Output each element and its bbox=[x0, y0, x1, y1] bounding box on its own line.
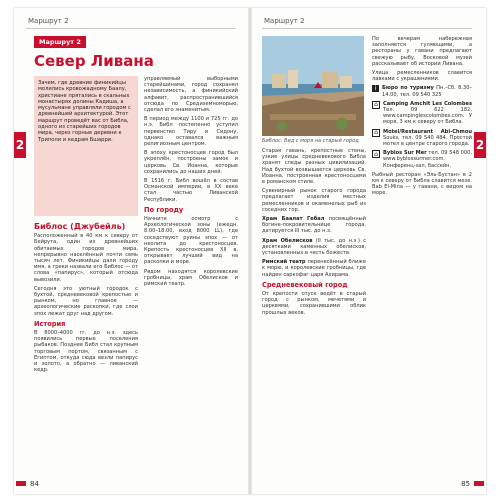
right-column-1 bbox=[262, 148, 366, 319]
place-name: Храм Обелисков bbox=[262, 237, 313, 244]
paragraph: Старая гавань, крепостные стены, узкие улицы средневекового Библа хранят следы разных цивилизаций. Над бухтой возвышается церковь Св. Иоанна, построенная крестоносцами в романском стиле. bbox=[262, 148, 366, 186]
paragraph: управляемый выборными старейшинами, город сохранял независимость, а финикийский алфавит, распространившийся отсюда по Средиземноморью, сделал его знаменитым. bbox=[144, 76, 238, 114]
section-heading: История bbox=[34, 319, 66, 328]
place-text: перенесённый ближе к морю, и королевские гробницы, где найден саркофаг царя Ахирама. bbox=[262, 259, 366, 278]
right-page bbox=[250, 8, 486, 494]
paragraph: Улица ремесленников славится лавками с украшениями. bbox=[372, 70, 472, 83]
info-entry bbox=[372, 150, 472, 169]
info-entry bbox=[372, 101, 472, 126]
place-name: Римский театр bbox=[262, 259, 306, 266]
info-text: Тел. 09 622 182, www.campinglescolombes.com. У моря, 3 км к северу от Библа. bbox=[383, 107, 472, 126]
paragraph: Начните осмотр с Археологической зоны (ежедн. 8.00–18.00, вход 8000 LL), где соседствуют руины эпох — от неолита до крестоносцев. Крепость крестоносцев XII в. открывает лучший вид на раскопки и море. bbox=[144, 216, 238, 266]
info-text: Souks, тел. 09 540 484. Простой мотел в центре старого города. bbox=[383, 134, 472, 148]
paragraph: В эпоху крестоносцев город был укреплён, построены замок и церковь Св. Иоанна, которые сохранились до наших дней. bbox=[144, 150, 238, 175]
book-spread bbox=[14, 8, 486, 494]
intro-text: Зачем, где древние финикийцы молились кровожадному Баалу, христиане прятались в скальных монастырях долины Кадиша, а мусульмане управляли городом с древнейшей архитектурой. Этот маршрут проведёт вас от Библа, одного из старейших городов мира, через горные деревни к Триполи и кедрам Бшарри. bbox=[38, 80, 131, 143]
place-text: (II тыс. до н.э.) с десятками каменных обелисков, установленных в честь божеств. bbox=[262, 237, 367, 257]
left-page bbox=[14, 8, 250, 494]
byblos-photo bbox=[262, 36, 364, 136]
paragraph: От крепости спуск ведёт в старый город с рынком, мечетями и церквями, сохранившими облик прошлых веков. bbox=[262, 291, 366, 316]
info-entry bbox=[372, 129, 472, 148]
chapter-tab: 2 bbox=[474, 132, 486, 158]
route-badge: Маршрут 2 bbox=[34, 36, 86, 48]
page-header bbox=[262, 14, 472, 29]
right-column-2 bbox=[372, 36, 472, 200]
place-entry bbox=[262, 238, 366, 257]
section-heading: По городу bbox=[144, 205, 184, 214]
info-text: Пн.–Сб. 8.30–14.00, тел. 09 540 325 bbox=[382, 85, 473, 98]
info-title: Byblos Sur Mer bbox=[383, 150, 427, 157]
paragraph: Сувенирный рынок старого города предлагает изделия местных ремесленников и окаменелых рыб из соседних гор. bbox=[262, 188, 366, 213]
info-title: Camping Amchit Les Colombes bbox=[383, 100, 472, 107]
house-icon: ⌂ bbox=[372, 101, 380, 109]
page-number: 85 bbox=[461, 480, 470, 488]
info-title: Бюро по туризму bbox=[382, 85, 434, 92]
harbor-photo-illustration bbox=[262, 36, 364, 136]
paragraph: В 8000–4000 гг. до н.э. здесь появились первые поселения рыбаков. Позднее Библ стал крупным торговым портом, связанным с Египтом, откуда сюда везли папирус и золото, а обратно — ливанский кедр. bbox=[34, 330, 138, 374]
running-head: Маршрут 2 bbox=[28, 17, 69, 25]
place-entry bbox=[262, 216, 366, 235]
paragraph: В период между 1100 и 725 гг. до н.э. Библ постепенно уступил первенство Тиру и Сидону, однако оставался важным религиозным центром. bbox=[144, 116, 238, 148]
info-entry bbox=[372, 85, 472, 97]
paragraph: Рядом находятся королевские гробницы, храм Обелисков и римский театр. bbox=[144, 268, 238, 288]
info-text: тел. 09 548 000, www.byblossurmer.com. Конференц-зал, бассейн. bbox=[383, 150, 472, 169]
page-marker bbox=[16, 481, 26, 486]
page-header bbox=[26, 14, 236, 29]
photo-caption: Библос: Вид с моря на старый город bbox=[262, 138, 359, 144]
info-icon: i bbox=[372, 85, 379, 92]
section-heading: Средневековый город bbox=[262, 280, 348, 289]
paragraph: Рыбный ресторан «Эль-Бустан» в 2 км к северу от Библа славится мезе. Bab El-Mina — у гавани, с видом на море. bbox=[372, 171, 472, 197]
paragraph: Сегодня это уютный городок с бухтой, средневековой крепостью и рынком, но главное — археологические раскопки, где слои эпох лежат друг над другом. bbox=[34, 285, 138, 317]
page-marker bbox=[474, 481, 484, 486]
page-number: 84 bbox=[30, 480, 39, 488]
place-name: Храм Баалат Гебал bbox=[262, 216, 325, 223]
place-entry bbox=[262, 259, 366, 278]
house-icon: ⌂ bbox=[372, 129, 380, 137]
section-heading: Библос (Джубейль) bbox=[34, 222, 126, 231]
place-text: посвящённый богине-покровительнице города, датируется III тыс. до н.э. bbox=[262, 216, 366, 235]
house-icon: ⌂ bbox=[372, 150, 380, 158]
intro-box bbox=[34, 76, 138, 216]
page-title: Север Ливана bbox=[34, 52, 154, 70]
running-head: Маршрут 2 bbox=[264, 17, 305, 25]
chapter-tab: 2 bbox=[14, 132, 26, 158]
paragraph: В 1516 г. Библ вошёл в состав Османской империи, в XX веке стал частью Ливанской Республики. bbox=[144, 178, 238, 203]
info-title: Motel/Restaurant Abi-Chmou bbox=[383, 128, 472, 135]
left-column-2 bbox=[144, 76, 238, 290]
paragraph: Расположенный в 40 км к северу от Бейрута, один из древнейших обитаемых городов мира, непрерывно населённый почти семь тысяч лет. Финикийцы дали городу имя, а греки назвали его Библос — от слова «папирус», который отсюда вывозили. bbox=[34, 233, 138, 283]
left-column-1 bbox=[34, 220, 138, 376]
paragraph: По вечерам набережная заполняется гуляющими, а рестораны у гавани предлагают свежую рыбу. Восковой музей рассказывает об истории Ливана. bbox=[372, 36, 472, 67]
